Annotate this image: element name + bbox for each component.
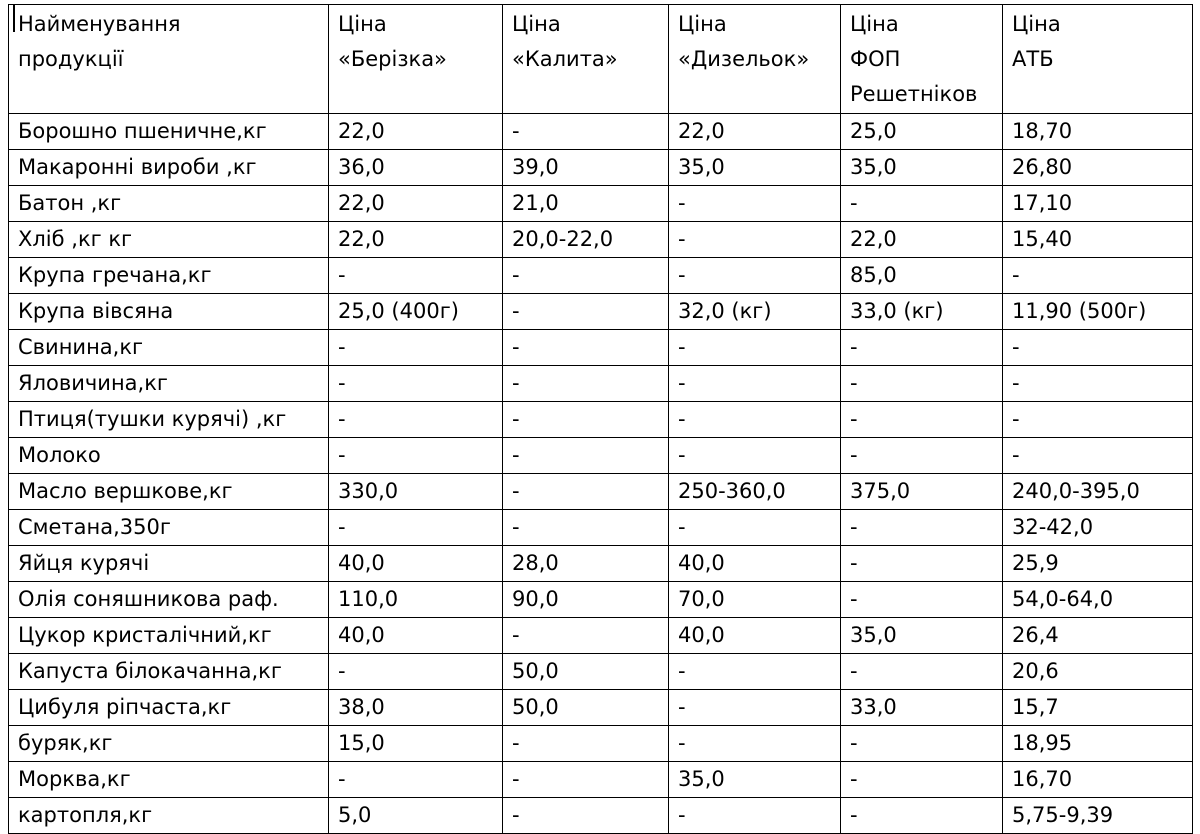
- price-fop-reshetnikov-cell: 25,0: [841, 114, 1003, 150]
- table-row: [9, 186, 1193, 222]
- price-kalyta-cell: -: [503, 618, 669, 654]
- product-name-cell: Макаронні вироби ,кг: [9, 150, 329, 186]
- price-dyzelok-cell: -: [669, 402, 841, 438]
- price-dyzelok-cell: 35,0: [669, 150, 841, 186]
- product-name-cell: Олія соняшникова раф.: [9, 582, 329, 618]
- price-fop-reshetnikov-cell: 375,0: [841, 474, 1003, 510]
- price-kalyta-cell: 28,0: [503, 546, 669, 582]
- price-dyzelok-cell: -: [669, 690, 841, 726]
- price-dyzelok-cell: 22,0: [669, 114, 841, 150]
- price-berizka-cell: -: [329, 510, 503, 546]
- price-atb-cell: 15,7: [1003, 690, 1193, 726]
- price-dyzelok-cell: 250-360,0: [669, 474, 841, 510]
- table-row: [9, 546, 1193, 582]
- price-fop-reshetnikov-cell: -: [841, 726, 1003, 762]
- product-name-cell: Батон ,кг: [9, 186, 329, 222]
- price-fop-reshetnikov-cell: -: [841, 798, 1003, 834]
- price-atb-cell: 20,6: [1003, 654, 1193, 690]
- price-atb-cell: 17,10: [1003, 186, 1193, 222]
- product-name-cell: картопля,кг: [9, 798, 329, 834]
- price-fop-reshetnikov-cell: -: [841, 762, 1003, 798]
- price-kalyta-cell: -: [503, 798, 669, 834]
- price-kalyta-cell: -: [503, 366, 669, 402]
- table-row: [9, 726, 1193, 762]
- price-fop-reshetnikov-cell: -: [841, 438, 1003, 474]
- price-berizka-cell: 22,0: [329, 114, 503, 150]
- price-fop-reshetnikov-cell: -: [841, 330, 1003, 366]
- price-kalyta-cell: -: [503, 438, 669, 474]
- price-atb-cell: 11,90 (500г): [1003, 294, 1193, 330]
- price-kalyta-cell: 39,0: [503, 150, 669, 186]
- table-row: [9, 150, 1193, 186]
- price-fop-reshetnikov-cell: 35,0: [841, 618, 1003, 654]
- price-berizka-cell: 40,0: [329, 618, 503, 654]
- price-kalyta-cell: 50,0: [503, 690, 669, 726]
- header-line: «Берізка»: [338, 47, 447, 71]
- header-price-kalyta: [503, 5, 669, 114]
- price-fop-reshetnikov-cell: 35,0: [841, 150, 1003, 186]
- header-row: [9, 5, 1193, 114]
- price-kalyta-cell: -: [503, 402, 669, 438]
- table-row: [9, 366, 1193, 402]
- header-line: Ціна: [1012, 12, 1061, 36]
- price-dyzelok-cell: -: [669, 510, 841, 546]
- table-row: [9, 222, 1193, 258]
- price-atb-cell: -: [1003, 258, 1193, 294]
- table-row: [9, 762, 1193, 798]
- product-name-cell: Сметана,350г: [9, 510, 329, 546]
- price-kalyta-cell: -: [503, 114, 669, 150]
- price-fop-reshetnikov-cell: 33,0: [841, 690, 1003, 726]
- product-name-cell: Масло вершкове,кг: [9, 474, 329, 510]
- price-kalyta-cell: 21,0: [503, 186, 669, 222]
- price-dyzelok-cell: -: [669, 222, 841, 258]
- price-berizka-cell: 25,0 (400г): [329, 294, 503, 330]
- table-row: [9, 582, 1193, 618]
- table-row: [9, 438, 1193, 474]
- price-kalyta-cell: -: [503, 330, 669, 366]
- price-fop-reshetnikov-cell: 22,0: [841, 222, 1003, 258]
- price-atb-cell: -: [1003, 330, 1193, 366]
- price-atb-cell: 240,0-395,0: [1003, 474, 1193, 510]
- product-name-cell: Яловичина,кг: [9, 366, 329, 402]
- price-atb-cell: 5,75-9,39: [1003, 798, 1193, 834]
- header-line: Ціна: [850, 12, 899, 36]
- price-dyzelok-cell: -: [669, 726, 841, 762]
- table-row: [9, 474, 1193, 510]
- price-fop-reshetnikov-cell: -: [841, 654, 1003, 690]
- price-berizka-cell: 330,0: [329, 474, 503, 510]
- header-line: «Калита»: [512, 47, 618, 71]
- price-berizka-cell: 40,0: [329, 546, 503, 582]
- price-fop-reshetnikov-cell: -: [841, 546, 1003, 582]
- table-row: [9, 690, 1193, 726]
- price-berizka-cell: -: [329, 654, 503, 690]
- price-atb-cell: 54,0-64,0: [1003, 582, 1193, 618]
- header-line: «Дизельок»: [678, 47, 810, 71]
- product-name-cell: Хліб ,кг кг: [9, 222, 329, 258]
- price-berizka-cell: 36,0: [329, 150, 503, 186]
- header-line: АТБ: [1012, 47, 1054, 71]
- price-kalyta-cell: 90,0: [503, 582, 669, 618]
- price-berizka-cell: 110,0: [329, 582, 503, 618]
- price-berizka-cell: 38,0: [329, 690, 503, 726]
- price-dyzelok-cell: 40,0: [669, 546, 841, 582]
- header-line: Найменування: [18, 12, 181, 36]
- price-dyzelok-cell: -: [669, 798, 841, 834]
- header-line: Ціна: [678, 12, 727, 36]
- table-row: [9, 258, 1193, 294]
- header-line: Ціна: [338, 12, 387, 36]
- price-atb-cell: 18,95: [1003, 726, 1193, 762]
- price-berizka-cell: 22,0: [329, 186, 503, 222]
- header-price-berizka: [329, 5, 503, 114]
- table-row: [9, 510, 1193, 546]
- product-name-cell: буряк,кг: [9, 726, 329, 762]
- price-berizka-cell: -: [329, 258, 503, 294]
- header-line: Решетніков: [850, 82, 978, 106]
- price-kalyta-cell: -: [503, 762, 669, 798]
- header-product-name: [9, 5, 329, 114]
- price-kalyta-cell: -: [503, 510, 669, 546]
- price-berizka-cell: -: [329, 438, 503, 474]
- product-name-cell: Борошно пшеничне,кг: [9, 114, 329, 150]
- price-kalyta-cell: -: [503, 726, 669, 762]
- table-row: [9, 294, 1193, 330]
- table-row: [9, 618, 1193, 654]
- header-price-atb: [1003, 5, 1193, 114]
- price-fop-reshetnikov-cell: -: [841, 402, 1003, 438]
- price-fop-reshetnikov-cell: 85,0: [841, 258, 1003, 294]
- product-name-cell: Цукор кристалічний,кг: [9, 618, 329, 654]
- product-name-cell: Птиця(тушки курячі) ,кг: [9, 402, 329, 438]
- price-berizka-cell: 22,0: [329, 222, 503, 258]
- product-name-cell: Молоко: [9, 438, 329, 474]
- price-fop-reshetnikov-cell: -: [841, 510, 1003, 546]
- price-atb-cell: 15,40: [1003, 222, 1193, 258]
- price-kalyta-cell: -: [503, 294, 669, 330]
- price-dyzelok-cell: -: [669, 438, 841, 474]
- price-atb-cell: 26,4: [1003, 618, 1193, 654]
- price-berizka-cell: -: [329, 402, 503, 438]
- price-dyzelok-cell: -: [669, 654, 841, 690]
- price-table: [8, 4, 1193, 834]
- table-row: [9, 654, 1193, 690]
- product-name-cell: Морква,кг: [9, 762, 329, 798]
- price-dyzelok-cell: -: [669, 330, 841, 366]
- price-atb-cell: -: [1003, 438, 1193, 474]
- price-berizka-cell: 5,0: [329, 798, 503, 834]
- price-atb-cell: -: [1003, 366, 1193, 402]
- price-dyzelok-cell: 35,0: [669, 762, 841, 798]
- header-line: Ціна: [512, 12, 561, 36]
- price-fop-reshetnikov-cell: 33,0 (кг): [841, 294, 1003, 330]
- product-name-cell: Свинина,кг: [9, 330, 329, 366]
- price-dyzelok-cell: 40,0: [669, 618, 841, 654]
- price-dyzelok-cell: 70,0: [669, 582, 841, 618]
- price-atb-cell: 32-42,0: [1003, 510, 1193, 546]
- table-row: [9, 798, 1193, 834]
- product-name-cell: Яйця курячі: [9, 546, 329, 582]
- price-atb-cell: 26,80: [1003, 150, 1193, 186]
- table-row: [9, 114, 1193, 150]
- product-name-cell: Капуста білокачанна,кг: [9, 654, 329, 690]
- price-berizka-cell: -: [329, 366, 503, 402]
- price-atb-cell: 18,70: [1003, 114, 1193, 150]
- price-fop-reshetnikov-cell: -: [841, 582, 1003, 618]
- header-price-dyzelok: [669, 5, 841, 114]
- price-dyzelok-cell: -: [669, 186, 841, 222]
- header-line: ФОП: [850, 47, 901, 71]
- price-kalyta-cell: -: [503, 258, 669, 294]
- table-body: [9, 114, 1193, 834]
- table-row: [9, 402, 1193, 438]
- price-dyzelok-cell: -: [669, 366, 841, 402]
- table-row: [9, 330, 1193, 366]
- price-dyzelok-cell: 32,0 (кг): [669, 294, 841, 330]
- product-name-cell: Цибуля ріпчаста,кг: [9, 690, 329, 726]
- price-berizka-cell: -: [329, 330, 503, 366]
- price-fop-reshetnikov-cell: -: [841, 186, 1003, 222]
- price-atb-cell: 16,70: [1003, 762, 1193, 798]
- price-dyzelok-cell: -: [669, 258, 841, 294]
- product-name-cell: Крупа вівсяна: [9, 294, 329, 330]
- price-berizka-cell: 15,0: [329, 726, 503, 762]
- price-atb-cell: 25,9: [1003, 546, 1193, 582]
- price-kalyta-cell: 20,0-22,0: [503, 222, 669, 258]
- price-fop-reshetnikov-cell: -: [841, 366, 1003, 402]
- header-line: продукції: [18, 47, 124, 71]
- price-kalyta-cell: 50,0: [503, 654, 669, 690]
- price-kalyta-cell: -: [503, 474, 669, 510]
- price-berizka-cell: -: [329, 762, 503, 798]
- price-atb-cell: -: [1003, 402, 1193, 438]
- header-price-fop-reshetnikov: [841, 5, 1003, 114]
- product-name-cell: Крупа гречана,кг: [9, 258, 329, 294]
